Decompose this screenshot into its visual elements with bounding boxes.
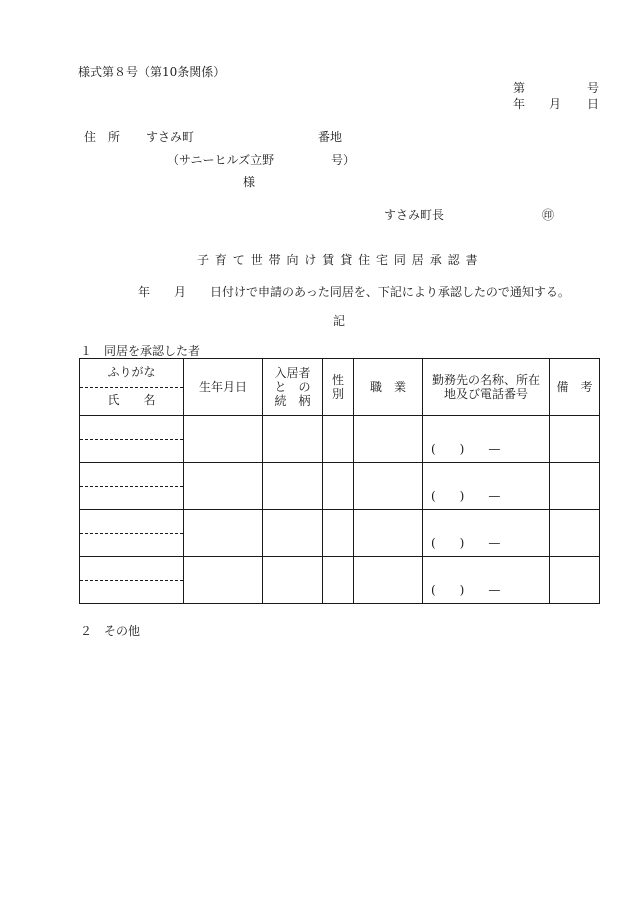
body-year: 年 [138, 285, 151, 299]
header-occupation: 職 業 [354, 359, 423, 416]
cell-occupation[interactable] [354, 557, 423, 604]
header-birthdate: 生年月日 [184, 359, 263, 416]
cell-workplace[interactable] [423, 463, 550, 510]
section-2-heading: ２ その他 [80, 624, 141, 638]
body-month: 月 [174, 285, 187, 299]
table-row [80, 463, 600, 510]
cell-birthdate[interactable] [184, 416, 263, 463]
phone-placeholder: ( ) — [431, 442, 501, 456]
address-building-go: 号） [331, 153, 356, 167]
header-furigana: ふりがな [107, 365, 156, 379]
cell-furigana-name[interactable] [80, 463, 184, 510]
table-header-row [80, 359, 600, 416]
table-row [80, 416, 600, 463]
cell-notes[interactable] [550, 463, 600, 510]
header-workplace [423, 359, 550, 416]
date-day: 日 [587, 97, 600, 111]
cell-birthdate[interactable] [184, 463, 263, 510]
doc-number-dai: 第 [513, 81, 526, 95]
header-sex-line2: 別 [331, 387, 344, 401]
phone-placeholder: ( ) — [431, 489, 501, 503]
cell-occupation[interactable] [354, 463, 423, 510]
address-label: 住 所 [84, 130, 121, 144]
cell-notes[interactable] [550, 510, 600, 557]
doc-number-go: 号 [587, 81, 600, 95]
date-month: 月 [549, 97, 562, 111]
cell-relationship[interactable] [263, 557, 323, 604]
furigana-divider [80, 439, 183, 440]
cell-birthdate[interactable] [184, 510, 263, 557]
cell-notes[interactable] [550, 557, 600, 604]
address-building: （サニーヒルズ立野 [167, 153, 275, 167]
form-number: 様式第８号（第10条関係） [78, 65, 226, 79]
cell-sex[interactable] [323, 416, 354, 463]
furigana-divider [80, 533, 183, 534]
cell-furigana-name[interactable] [80, 416, 184, 463]
ki-heading: 記 [333, 314, 346, 328]
header-furigana-name [80, 359, 184, 416]
date-year: 年 [513, 97, 526, 111]
seal-icon: ㊞ [542, 208, 555, 222]
header-notes: 備 考 [550, 359, 600, 416]
table-row [80, 510, 600, 557]
phone-placeholder: ( ) — [431, 583, 501, 597]
issuer-name: すさみ町長 [384, 208, 445, 222]
section-1-heading: １ 同居を承認した者 [80, 344, 201, 358]
cell-relationship[interactable] [263, 510, 323, 557]
cell-sex[interactable] [323, 557, 354, 604]
header-relationship-line2: と の [274, 380, 311, 394]
header-relationship-line1: 入居者 [274, 366, 311, 380]
header-relationship [263, 359, 323, 416]
approved-persons-table [79, 358, 600, 604]
table-row [80, 557, 600, 604]
header-sex-line1: 性 [331, 373, 344, 387]
cell-workplace[interactable] [423, 557, 550, 604]
cell-workplace[interactable] [423, 416, 550, 463]
cell-relationship[interactable] [263, 416, 323, 463]
body-text: 日付けで申請のあった同居を、下記により承認したので通知する。 [210, 285, 570, 299]
furigana-divider [80, 486, 183, 487]
header-shimei: 氏 名 [107, 393, 156, 407]
recipient-sama: 様 [243, 175, 256, 189]
address-town: すさみ町 [146, 130, 195, 144]
cell-relationship[interactable] [263, 463, 323, 510]
cell-workplace[interactable] [423, 510, 550, 557]
header-relationship-line3: 続 柄 [274, 394, 311, 408]
header-sex [323, 359, 354, 416]
cell-occupation[interactable] [354, 416, 423, 463]
cell-occupation[interactable] [354, 510, 423, 557]
cell-notes[interactable] [550, 416, 600, 463]
furigana-divider [80, 580, 183, 581]
header-workplace-line1: 勤務先の名称、所在 [431, 373, 540, 387]
address-banchi: 番地 [318, 130, 343, 144]
cell-birthdate[interactable] [184, 557, 263, 604]
cell-sex[interactable] [323, 463, 354, 510]
cell-furigana-name[interactable] [80, 557, 184, 604]
phone-placeholder: ( ) — [431, 536, 501, 550]
cell-sex[interactable] [323, 510, 354, 557]
furigana-divider [80, 387, 183, 388]
cell-furigana-name[interactable] [80, 510, 184, 557]
header-workplace-line2: 地及び電話番号 [443, 387, 528, 401]
document-title: 子育て世帯向け賃貸住宅同居承認書 [197, 253, 484, 267]
